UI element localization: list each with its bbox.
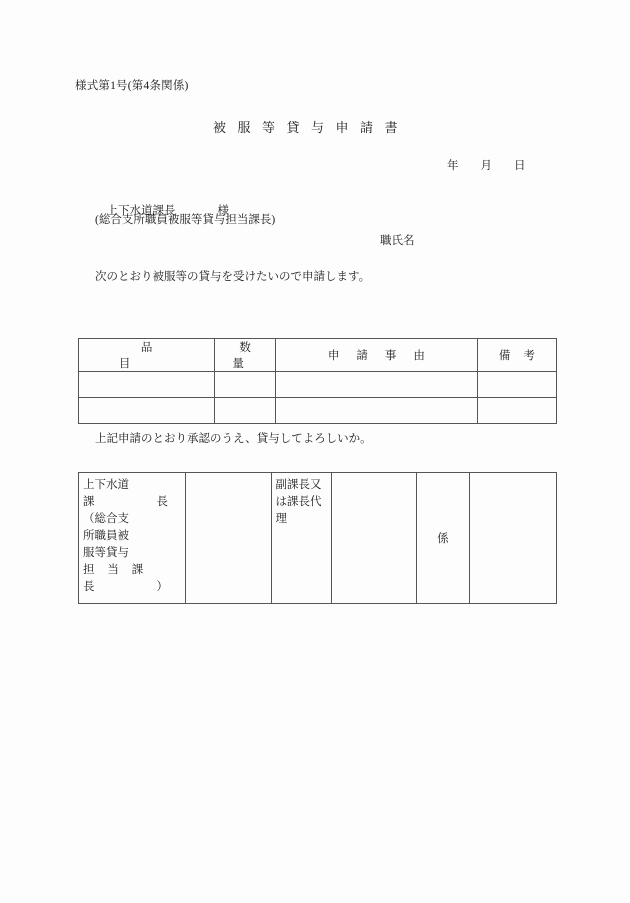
deputy-chief-label bbox=[272, 473, 331, 528]
signer-label: 職氏名 bbox=[380, 235, 415, 247]
label-line: 副課長又 bbox=[275, 479, 322, 491]
date-line: 年月日 bbox=[447, 160, 548, 172]
label-line: 担 当 課 bbox=[83, 564, 149, 576]
label-line: 服等貸与 bbox=[83, 547, 129, 559]
items-table-header-row bbox=[79, 339, 557, 372]
division-chief-label bbox=[79, 473, 185, 596]
approval-cell-section bbox=[417, 473, 470, 604]
document-title: 被服等貸与申請書 bbox=[213, 120, 410, 135]
approval-cell-deputy-chief-stamp[interactable] bbox=[331, 473, 417, 604]
table-row bbox=[79, 398, 557, 424]
cell-item[interactable] bbox=[79, 372, 215, 398]
label-line: 所職員被 bbox=[83, 530, 129, 542]
header-note: 備考 bbox=[498, 350, 548, 362]
approval-table-row bbox=[79, 473, 557, 604]
addressee-subtitle: (総合支所職員被服等貸与担当課長) bbox=[95, 214, 276, 226]
approval-cell-division-chief-stamp[interactable] bbox=[186, 473, 272, 604]
approval-note: 上記申請のとおり承認のうえ、貸与してよろしいか。 bbox=[95, 433, 372, 445]
label-line: 課 長 bbox=[83, 496, 181, 508]
cell-quantity[interactable] bbox=[215, 398, 276, 424]
approval-cell-division-chief bbox=[79, 473, 186, 604]
cell-note[interactable] bbox=[477, 398, 556, 424]
cell-quantity[interactable] bbox=[215, 372, 276, 398]
label-line: は課長代 bbox=[275, 496, 322, 508]
addressee-name: 上下水道課長 bbox=[106, 205, 176, 217]
header-reason: 申請事由 bbox=[327, 350, 442, 362]
cell-reason[interactable] bbox=[275, 398, 477, 424]
cell-reason[interactable] bbox=[275, 372, 477, 398]
label-line: （総合支 bbox=[83, 513, 129, 525]
cell-note[interactable] bbox=[477, 372, 556, 398]
approval-table bbox=[78, 472, 557, 604]
header-quantity: 数量 bbox=[232, 342, 265, 370]
cell-item[interactable] bbox=[79, 398, 215, 424]
table-row bbox=[79, 372, 557, 398]
label-line: 理 bbox=[275, 513, 288, 525]
approval-cell-deputy-chief bbox=[271, 473, 331, 604]
approval-cell-section-stamp[interactable] bbox=[469, 473, 556, 604]
intro-sentence: 次のとおり被服等の貸与を受けたいので申請します。 bbox=[95, 271, 371, 283]
header-item: 品目 bbox=[118, 342, 197, 370]
addressee-honorific: 様 bbox=[217, 205, 229, 217]
form-number: 様式第1号(第4条関係) bbox=[75, 80, 189, 92]
label-line: 長 ） bbox=[83, 581, 181, 593]
items-table bbox=[78, 338, 557, 424]
section-label: 係 bbox=[437, 533, 449, 545]
label-line: 上下水道 bbox=[83, 479, 129, 491]
